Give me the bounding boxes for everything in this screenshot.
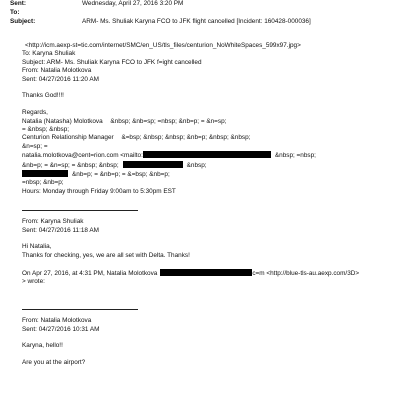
to-line: To: Karyna Shuliak	[22, 50, 76, 58]
signature-cont-4-text: &nb=p; = &nb=p; = &=bsp; &nb=p;	[72, 171, 170, 179]
reply2-sent: Sent: 04/27/2016 10:31 AM	[22, 325, 100, 333]
signature-cont-2: &n=sp; =	[22, 142, 48, 150]
reply1-wrote: > wrote:	[22, 278, 45, 286]
reply2-greeting: Karyna, hello!!	[22, 342, 63, 350]
reply1-on: On Apr 27, 2016, at 4:31 PM, Natalia Molotkova	[22, 269, 158, 277]
signature-name-line	[22, 118, 390, 126]
to-label: To:	[10, 9, 20, 16]
hours-line: Hours: Monday through Friday 9:00am to 5:30pm EST	[22, 187, 176, 195]
reply1-body: Thanks for checking, yes, we are all set with Delta. Thanks!	[22, 251, 190, 259]
subject-line: Subject: ARM- Ms. Shuliak Karyna FCO to JFK f=ight cancelled	[22, 58, 202, 66]
signature-title: Centurion Relationship Manager	[22, 134, 114, 142]
reply1-from: From: Karyna Shuliak	[22, 218, 84, 226]
redaction-block	[123, 161, 183, 168]
thanks-line: Thanks God!!!!	[22, 92, 64, 100]
sent-label: Sent:	[10, 0, 26, 7]
reply2-question: Are you at the airport?	[22, 359, 86, 367]
redaction-block	[22, 170, 68, 177]
signature-email-tail: &nbsp; =nbsp;	[274, 152, 316, 160]
subject-label: Subject:	[10, 18, 36, 25]
reply1-on-tail: c=m <http://blue-tls-au.aexp.com/3D>	[252, 269, 360, 277]
signature-cont-5: =nbsp; &nb=p;	[22, 179, 64, 187]
separator-line	[22, 309, 138, 310]
signature-cont-3b: &nbsp;	[186, 161, 207, 169]
separator-line	[22, 210, 138, 211]
signature-cont-3a: &nb=p; = &n=sp; = &nbsp; &nbsp;	[22, 161, 119, 169]
redaction-block	[143, 151, 271, 158]
reply1-on-line	[22, 269, 390, 278]
reply1-greeting: Hi Natalia,	[22, 243, 52, 251]
image-url: <http://icm.aexp-st=tic.com/internet/SMC/en_US/tls_files/centurion_NoWhiteSpaces_599x97.jpg>	[25, 42, 301, 49]
from-line: From: Natalia Molotkova	[22, 67, 92, 75]
signature-cont-3	[22, 161, 390, 170]
subject-value: ARM- Ms. Shuliak Karyna FCO to JFK flight cancelled [Incident: 160428-000036]	[82, 18, 311, 25]
sent-line: Sent: 04/27/2016 11:20 AM	[22, 75, 99, 83]
signature-title-tail: &=bsp; &nbsp; &nbsp; &nb=p; &nbsp; &nbsp;	[121, 134, 251, 142]
reply1-sent: Sent: 04/27/2016 11:18 AM	[22, 226, 99, 234]
signature-name-tail: &nbsp; &nb=sp; =nbsp; &nb=p; = &n=sp;	[110, 117, 227, 125]
signature-email: natalia.molotkova@cent=rion.com <mailto:	[22, 152, 143, 160]
email-body	[22, 42, 390, 368]
signature-email-line	[22, 151, 390, 160]
signature-title-line	[22, 134, 390, 142]
redaction-block	[160, 269, 252, 276]
reply2-from: From: Natalia Molotkova	[22, 317, 92, 325]
signature-cont-4	[22, 170, 390, 179]
sent-value: Wednesday, April 27, 2016 3:20 PM	[82, 0, 184, 7]
regards-line: Regards,	[22, 109, 48, 117]
signature-name: Natalia (Natasha) Molotkova	[22, 117, 103, 125]
signature-cont-1: = &nbsp; &nbsp;	[22, 126, 70, 134]
